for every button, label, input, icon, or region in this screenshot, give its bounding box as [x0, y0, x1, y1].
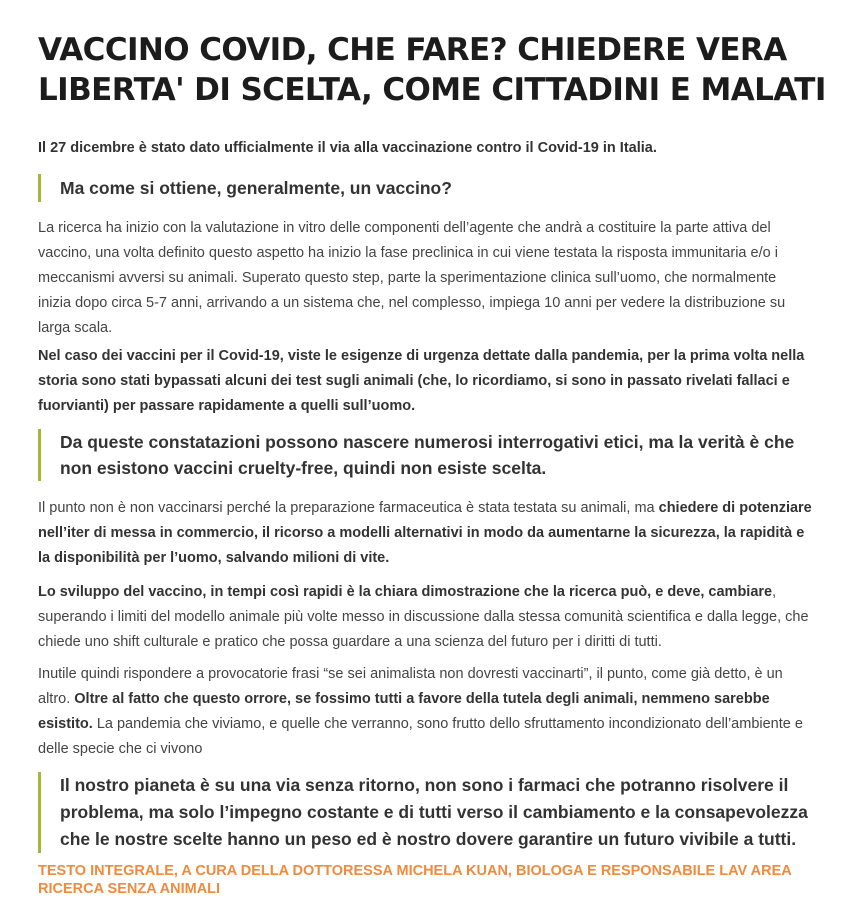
paragraph-3 — [38, 496, 813, 571]
pull-quote-1: Ma come si ottiene, generalmente, un vaccino? — [38, 174, 835, 202]
article-lead: Il 27 dicembre è stato dato ufficialmente il via alla vaccinazione contro il Covid-19 in Italia. — [38, 140, 657, 156]
paragraph-5-bold: Oltre al fatto che questo orrore, se fossimo tutti a favore della tutela degli animali, nemmeno sarebbe esistito. — [38, 691, 770, 732]
pull-quote-3: Il nostro pianeta è su una via senza ritorno, non sono i farmaci che potranno risolvere il problema, ma solo l’impegno costante e di tutti verso il cambiamento e la consapevolezza che le nostre scelte hanno un peso ed è nostro dovere garantire un futuro vivibile a tutti. — [38, 772, 820, 853]
paragraph-3-text: Il punto non è non vaccinarsi perché la preparazione farmaceutica è stata testata su animali, ma — [38, 500, 659, 516]
paragraph-4 — [38, 580, 813, 655]
article-credit: TESTO INTEGRALE, A CURA DELLA DOTTORESSA MICHELA KUAN, BIOLOGA E RESPONSABILE LAV AREA RICERCA SENZA ANIMALI — [38, 863, 792, 897]
paragraph-2-bold: Nel caso dei vaccini per il Covid-19, viste le esigenze di urgenza dettate dalla pandemia, per la prima volta nella storia sono stati bypassati alcuni dei test sugli animali (che, lo ricordiamo, si sono in passato rivelati fallaci e fuorvianti) per passare rapidamente a quelli sull’uomo. — [38, 348, 805, 414]
paragraph-1: La ricerca ha inizio con la valutazione in vitro delle componenti dell’agente che andrà a costituire la parte attiva del vaccino, una volta definito questo aspetto ha inizio la fase preclinica in cui viene testata la risposta immunitaria e/o i meccanismi avversi su animali. Superato questo step, parte la sperimentazione clinica sull’uomo, che normalmente inizia dopo circa 5-7 anni, arrivando a un sistema che, nel complesso, impiega 10 anni per vedere la distribuzione su larga scala. — [38, 220, 786, 336]
paragraph-3-bold: chiedere di potenziare nell’iter di messa in commercio, il ricorso a modelli alternativi in modo da aumentarne la sicurezza, la rapidità e la disponibilità per l’uomo, salvando milioni di vite. — [38, 500, 812, 566]
paragraph-4-bold: Lo sviluppo del vaccino, in tempi così rapidi è la chiara dimostrazione che la ricerca può, e deve, cambiare — [38, 584, 773, 600]
paragraph-2 — [38, 344, 813, 419]
paragraph-5-text-a: Inutile quindi rispondere a provocatorie frasi “se sei animalista non dovresti vaccinarti”, il punto, come già detto, è un altro. — [38, 666, 783, 707]
paragraph-4-text: , superando i limiti del modello animale più volte messo in discussione dalla stessa comunità scientifica e dalla legge, che chiede uno shift culturale e pratico che possa guardare a una scienza del futuro per i diritti di tutti. — [38, 584, 809, 650]
pull-quote-2: Da queste constatazioni possono nascere numerosi interrogativi etici, ma la verità è che non esistono vaccini cruelty-free, quindi non esiste scelta. — [38, 429, 805, 481]
paragraph-5 — [38, 662, 813, 762]
article-title: VACCINO COVID, CHE FARE? CHIEDERE VERA LIBERTA' DI SCELTA, COME CITTADINI E MALATI — [38, 32, 826, 108]
paragraph-5-text-b: La pandemia che viviamo, e quelle che verranno, sono frutto dello sfruttamento incondizionato dell’ambiente e delle specie che ci vivono — [38, 716, 803, 757]
